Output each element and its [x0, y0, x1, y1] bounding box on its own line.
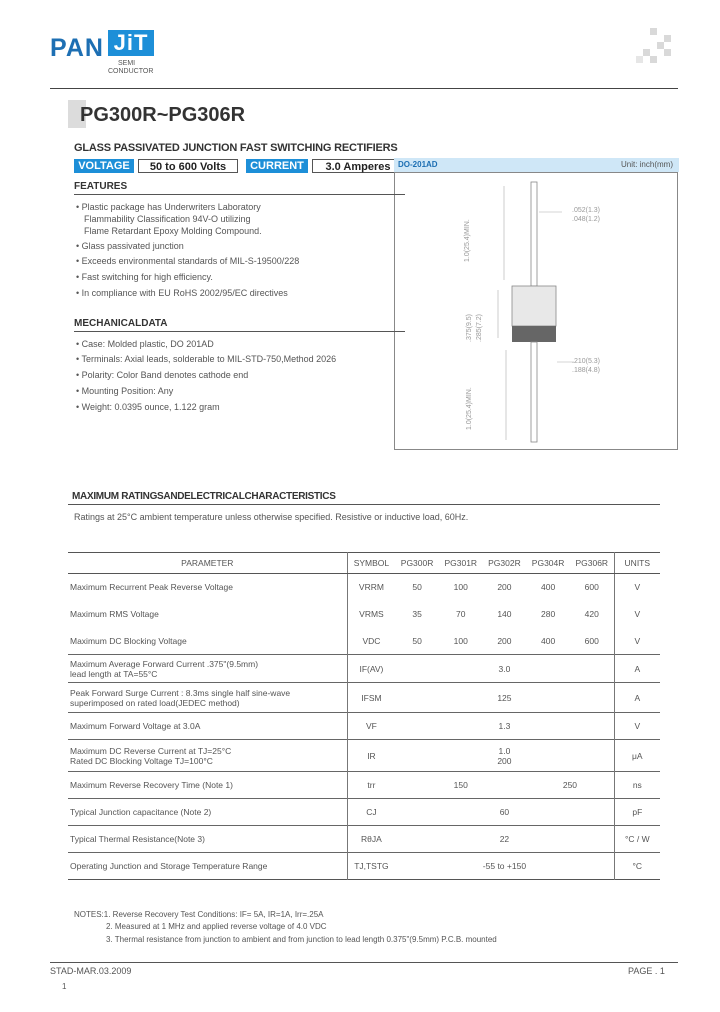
header-symbol: SYMBOL [347, 553, 395, 574]
feature-item: • Fast switching for high efficiency. [76, 272, 213, 282]
header-parameter: PARAMETER [68, 553, 347, 574]
table-row: Maximum Forward Voltage at 3.0A VF 1.3 V [68, 713, 660, 740]
mechanical-item: • Mounting Position: Any [76, 386, 174, 396]
header-part: PG304R [526, 553, 570, 574]
footer-date: STAD-MAR.03.2009 [50, 966, 132, 976]
dim-lead-length-bottom: 1.0(25.4)MIN. [466, 387, 473, 430]
features-divider [74, 194, 405, 195]
ratings-note: Ratings at 25°C ambient temperature unless otherwise specified. Resistive or inductive load, 60Hz. [74, 512, 469, 522]
dim-lead-length-top: 1.0(25.4)MIN. [464, 219, 471, 262]
current-value-badge: 3.0 Amperes [312, 159, 404, 173]
table-row: Maximum RMS Voltage VRMS 35 70 140 280 420 V [68, 601, 660, 628]
table-row: Maximum DC Reverse Current at TJ=25°C Rated DC Blocking Voltage TJ=100°C IR 1.0 200 μA [68, 740, 660, 772]
specifications-table [68, 552, 660, 880]
table-row: Typical Thermal Resistance(Note 3) RθJA 22 °C / W [68, 826, 660, 853]
table-row: Typical Junction capacitance (Note 2) CJ 60 pF [68, 799, 660, 826]
ratings-divider [68, 504, 660, 505]
page-title: PG300R~PG306R [80, 104, 246, 126]
table-row: Maximum Reverse Recovery Time (Note 1) trr 150 250 ns [68, 772, 660, 799]
header-part: PG302R [483, 553, 527, 574]
package-name: DO-201AD [398, 160, 438, 169]
corner-pattern-icon [636, 28, 678, 68]
voltage-label-badge: VOLTAGE [74, 159, 134, 173]
mechanical-item: • Case: Molded plastic, DO 201AD [76, 339, 214, 349]
mechanical-item: • Terminals: Axial leads, solderable to MIL-STD-750,Method 2026 [76, 354, 337, 364]
package-unit: Unit: inch(mm) [620, 160, 673, 169]
header-part: PG300R [395, 553, 439, 574]
product-subtitle: GLASS PASSIVATED JUNCTION FAST SWITCHING RECTIFIERS [74, 142, 398, 154]
mechanical-heading: MECHANICALDATA [74, 318, 168, 329]
header-part: PG301R [439, 553, 483, 574]
package-header [394, 158, 679, 172]
current-label-badge: CURRENT [246, 159, 308, 173]
ratings-heading: MAXIMUM RATINGSANDELECTRICALCHARACTERISTICS [72, 491, 336, 502]
voltage-value-badge: 50 to 600 Volts [138, 159, 238, 173]
table-row: Peak Forward Surge Current : 8.3ms single half sine-wave superimposed on rated load(JEDEC method) IFSM 125 A [68, 683, 660, 713]
table-row: Maximum Average Forward Current .375"(9.5mm) lead length at TA=55°C IF(AV) 3.0 A [68, 655, 660, 683]
diode-outline-drawing [394, 172, 678, 450]
note-1: NOTES:1. Reverse Recovery Test Conditions: IF= 5A, IR=1A, Irr=.25A [74, 910, 324, 919]
header-units: UNITS [614, 553, 660, 574]
feature-item: • Plastic package has Underwriters Laboratory [76, 202, 261, 212]
header-divider [50, 88, 678, 89]
table-row: Maximum DC Blocking Voltage VDC 50 100 200 400 600 V [68, 628, 660, 655]
brand-subtitle: SEMI CONDUCTOR [108, 60, 154, 75]
dim-lead-dia-min: .048(1.2) [572, 216, 601, 223]
dim-body-dia-max: .210(5.3) [572, 358, 601, 365]
note-2: 2. Measured at 1 MHz and applied reverse voltage of 4.0 VDC [106, 922, 327, 931]
footer-divider [50, 962, 678, 963]
dim-body-length-max: .375(9.5) [466, 313, 473, 342]
brand-logo-jit: JiT [108, 30, 154, 56]
feature-item: • Glass passivated junction [76, 241, 184, 251]
brand-logo-pan: PAN [50, 34, 104, 62]
feature-item-cont: Flammability Classification 94V-O utilizing [84, 214, 251, 224]
dim-lead-dia-max: .052(1.3) [572, 207, 601, 214]
table-row: Maximum Recurrent Peak Reverse Voltage VRRM 50 100 200 400 600 V [68, 574, 660, 601]
mechanical-item: • Weight: 0.0395 ounce, 1.122 gram [76, 402, 220, 412]
note-3: 3. Thermal resistance from junction to ambient and from junction to lead length 0.375"(9.5mm) P.C.B. mounted [106, 935, 497, 944]
footer-page: PAGE . 1 [628, 966, 665, 976]
mechanical-divider [74, 331, 405, 332]
feature-item: • Exceeds environmental standards of MIL-S-19500/228 [76, 256, 300, 266]
dim-body-length-min: .285(7.2) [476, 313, 483, 342]
feature-item-cont: Flame Retardant Epoxy Molding Compound. [84, 226, 262, 236]
table-row: Operating Junction and Storage Temperature Range TJ,TSTG -55 to +150 °C [68, 853, 660, 880]
dim-body-dia-min: .188(4.8) [572, 367, 601, 374]
footer-page-number: 1 [62, 982, 67, 991]
mechanical-item: • Polarity: Color Band denotes cathode end [76, 370, 249, 380]
features-heading: FEATURES [74, 181, 128, 192]
header-part: PG306R [570, 553, 614, 574]
table-header-row [68, 553, 660, 574]
feature-item: • In compliance with EU RoHS 2002/95/EC directives [76, 288, 288, 298]
